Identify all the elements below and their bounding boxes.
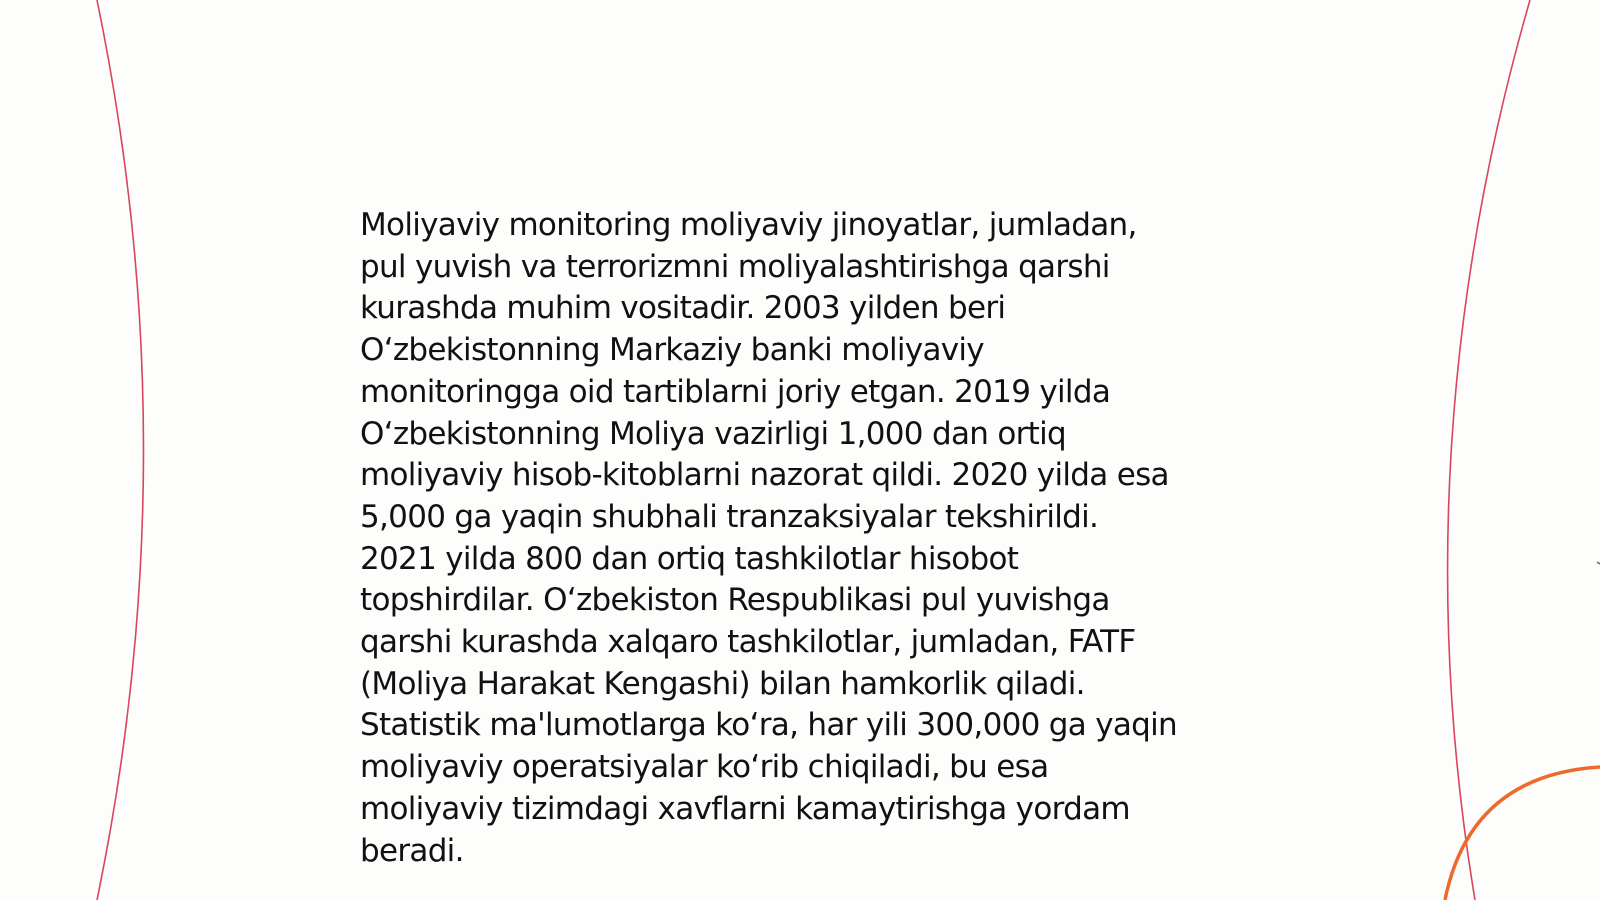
paragraph-line: 2021 yilda 800 dan ortiq tashkilotlar hisobot	[360, 540, 1019, 577]
paragraph-line: beradi.	[360, 832, 464, 869]
paragraph-line: O‘zbekistonning Markaziy banki moliyaviy	[360, 332, 984, 369]
paragraph-line: kurashda muhim vositadir. 2003 yilden beri	[360, 290, 1006, 327]
paragraph-line: (Moliya Harakat Kengashi) bilan hamkorlik qiladi.	[360, 665, 1085, 702]
paragraph-line: O‘zbekistonning Moliya vazirligi 1,000 dan ortiq	[360, 415, 1067, 452]
body-paragraph	[360, 205, 1260, 872]
paragraph-line: moliyaviy tizimdagi xavflarni kamaytirishga yordam	[360, 790, 1130, 827]
paragraph-line: moliyaviy hisob-kitoblarni nazorat qildi. 2020 yilda esa	[360, 457, 1169, 494]
paragraph-line: topshirdilar. O‘zbekiston Respublikasi pul yuvishga	[360, 582, 1110, 619]
paragraph-line: moliyaviy operatsiyalar ko‘rib chiqiladi, bu esa	[360, 749, 1049, 786]
paragraph-line: pul yuvish va terrorizmni moliyalashtirishga qarshi	[360, 248, 1110, 285]
right-arc-line	[1448, 0, 1530, 900]
paragraph-line: qarshi kurashda xalqaro tashkilotlar, jumladan, FATF	[360, 624, 1136, 661]
orange-circle-arc	[1445, 767, 1600, 900]
left-arc-line	[97, 0, 144, 900]
paragraph-line: Moliyaviy monitoring moliyaviy jinoyatlar, jumladan,	[360, 207, 1137, 243]
paragraph-line: monitoringga oid tartiblarni joriy etgan. 2019 yilda	[360, 373, 1111, 410]
paragraph-line: 5,000 ga yaqin shubhali tranzaksiyalar tekshirildi.	[360, 498, 1099, 535]
paragraph-line: Statistik ma'lumotlarga ko‘ra, har yili 300,000 ga yaqin	[360, 707, 1178, 744]
